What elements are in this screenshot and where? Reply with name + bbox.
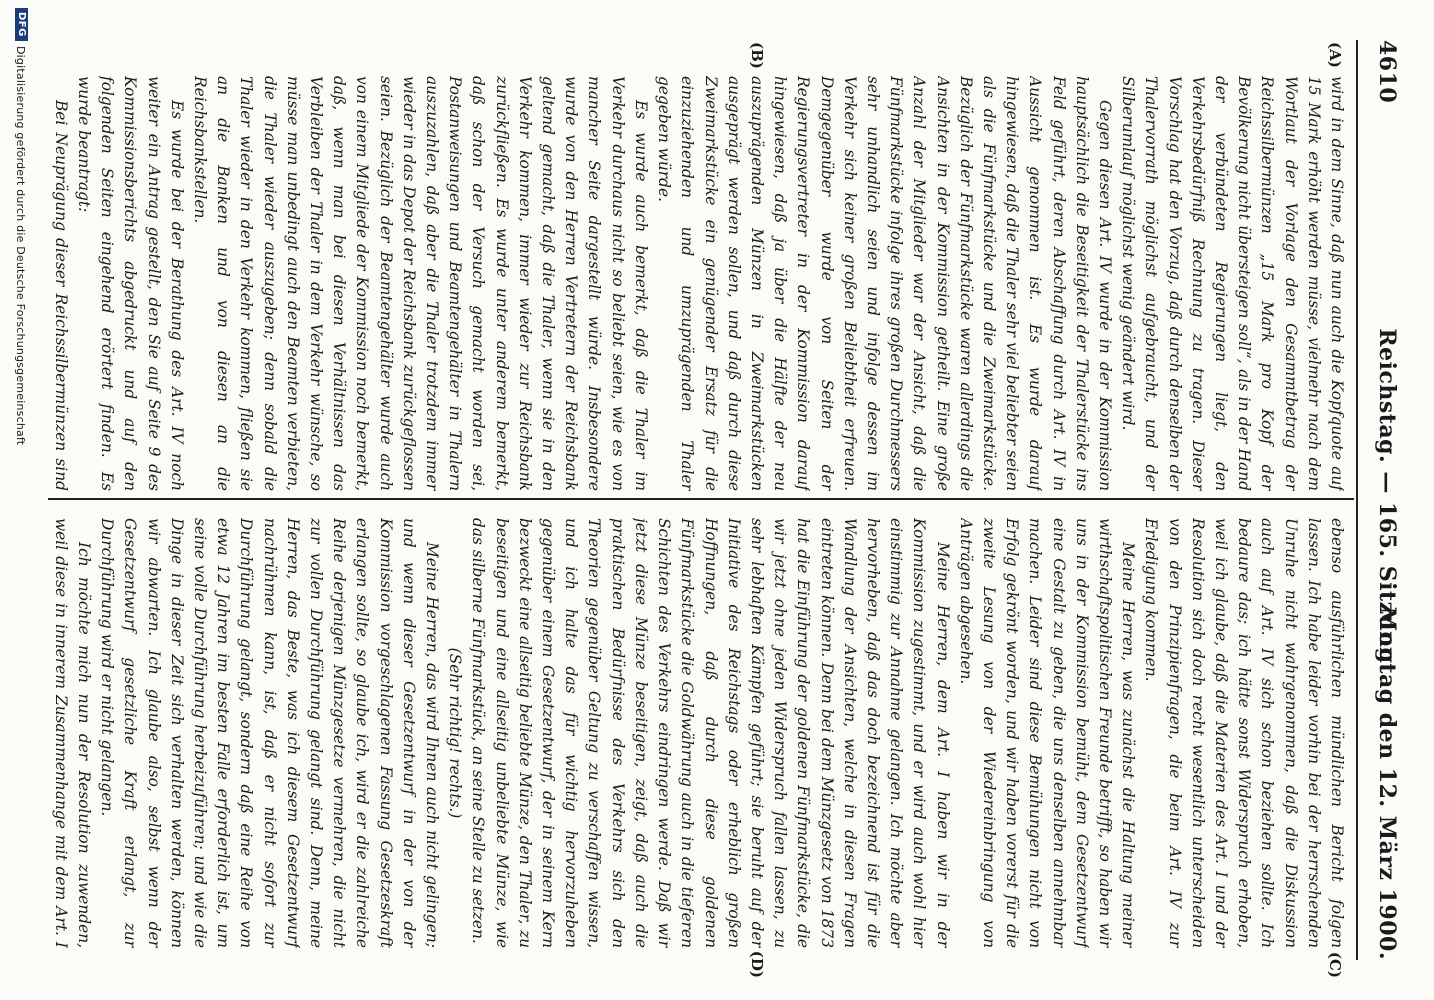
paragraph: ebenso ausführlichen mündlichen Bericht folgen lassen. Ich habe leider vorhin bei der herrschenden Unruhe nicht wahrgenommen, daß die Diskussion auch auf Art. IV sich schon beziehen sollte. Ich bedaure das; ich hätte sonst Widerspruch erhoben, weil ich glaube, daß die Materien des Art. I und der Resolution sich doch recht wesentlich unterscheiden von den Prinzipienfragen, die beim Art. IV zur Erledigung kommen. <box>1142 518 1346 948</box>
margin-marker-a: (A) <box>1326 42 1344 68</box>
paragraph: Gegen diesen Art. IV wurde in der Kommission hauptsächlich die Beseitigkeit der Thalerstücke ins Feld geführt, deren Abschaffung durch Art. IV in Aussicht genommen ist. Es wurde darauf hingewiesen, daß die Thaler sehr viel beliebter seien als die Fünfmarkstücke und die Zweimarkstücke. Bezüglich der Fünfmarkstücke waren allerdings die Ansichten in der Kommission getheilt. Eine große Anzahl der Mitglieder war der Ansicht, daß die Fünfmarkstücke infolge ihres großen Durchmessers sehr unhandlich seien und infolge dessen im Verkehr sich keiner großen Beliebtheit erfreuen. Demgegenüber wurde von Seiten der Regierungsvertreter in der Kommission darauf hingewiesen, daß ja über die Hälfte der neu auszuprägenden Münzen in Zweimarkstücken ausgeprägt werden sollen, und daß durch diese Zweimarkstücke ein genügender Ersatz für die einzuziehenden und umzuprägenden Thaler gegeben würde. <box>655 76 1114 491</box>
page-number: 4610 <box>1374 40 1400 104</box>
paragraph: Es wurde auch bemerkt, daß die Thaler im Verkehr durchaus nicht so beliebt seien, wie es von mancher Seite dargestellt würde. Insbesondere wurde von den Herren Vertretern der Reichsbank geltend gemacht, daß die Thaler, wenn sie in den Verkehr kommen, immer wieder zur Reichsbank zurückfließen. Es wurde unter anderem bemerkt, daß schon der Versuch gemacht worden sei, Postanweisungen und Beamtengehälter in Thalern auszuzahlen, daß aber die Thaler trotzdem immer wieder in das Depot der Reichsbank zurückgeflossen seien. Bezüglich der Beamtengehälter wurde auch von einem Mitgliede der Kommission noch bemerkt, daß, wenn man bei diesen Verhältnissen das Verbleiben der Thaler in dem Verkehr wünsche, so müsse man unbedingt auch den Beamten verbieten, die Thaler wieder auszugeben; denn sobald die Thaler wieder in den Verkehr kommen, fließen sie an die Banken und von diesen an die Reichsbankstellen. <box>191 76 650 491</box>
running-title: Reichstag. — 165. Sitzung. <box>1374 328 1400 672</box>
page-header <box>1366 40 1406 960</box>
page-footer <box>8 0 30 1000</box>
paragraph: Meine Herren, das wird Ihnen auch nicht gelingen; und wenn dieser Gesetzentwurf in der von der Kommission vorgeschlagenen Fassung Gesetzeskraft erlangen sollte, so glaube ich, wird er die zahlreiche Reihe derjenigen Münzgesetze vermehren, die nicht zur vollen Durchführung gelangt sind. Denn, meine Herren, das Beste, was ich diesem Gesetzentwurf nachrühmen kann, ist, daß er nicht sofort zur Durchführung gelangt, sondern daß eine Reihe von etwa 12 Jahren im besten Falle erforderlich ist, um seine volle Durchführung herbeizuführen; und wie die Dinge in dieser Zeit sich verhalten werden, können wir abwarten. Ich glaube also, selbst wenn der Gesetzentwurf gesetzliche Kraft erlangt, zur Durchführung wird er nicht gelangen. <box>98 518 442 948</box>
column-divider <box>48 498 1354 500</box>
margin-marker-b: (B) <box>748 42 766 69</box>
quoted-motion: Bei Neuprägung dieser Reichssilbermünzen sind <box>51 100 70 491</box>
paragraph: Es wurde bei der Berathung des Art. IV noch weiter ein Antrag gestellt, den Sie auf Seite 9 des Kommissionsberichts abgedruckt und auf den folgenden Seiten eingehend erörtert finden. Es wurde beantragt: <box>75 76 186 491</box>
right-column <box>48 518 1348 948</box>
paragraph: Meine Herren, dem Art. I haben wir in der Kommission zugestimmt, und er wird auch wohl hier einstimmig zur Annahme gelangen. Ich möchte aber hervorheben, daß das doch bezeichnend ist für die Wandlung der Ansichten, welche in diesen Fragen eintreten können. Denn bei dem Münzgesetz von 1873 hat die Einführung der goldenen Fünfmarkstücke, die wir jetzt ohne jeden Widerspruch fallen lassen, zu sehr lebhaften Kämpfen geführt; sie beruht auf der Initiative des Reichstags oder erheblich großen Hoffnungen, daß durch diese goldenen Fünfmarkstücke die Goldwährung auch in die tieferen Schichten des Verkehrs eindringen werde. Daß wir jetzt diese Münze beseitigen, zeigt, daß auch die praktischen Bedürfnisse des Verkehrs sich den Theorien gegenüber Geltung zu verschaffen wissen, und ich halte das für wichtig hervorzuheben gegenüber einem Gesetzentwurf, der in seinem Kern bezweckt eine allseitig beliebte Münze, den Thaler, zu beseitigen und eine allseitig unbeliebte Münze, wie das silberne Fünfmarkstück, an seine Stelle zu setzen. <box>469 518 952 948</box>
paragraph: Meine Herren, was zunächst die Haltung meiner wirthschaftspolitischen Freunde betrifft, so haben wir uns in der Kommission bemüht, dem Gesetzentwurf eine Gestalt zu geben, die uns denselben annehmbar machen. Leider sind diese Bemühungen nicht von Erfolg gekrönt worden, und wir haben vorerst für die zweite Lesung von der Wiedereinbringung von Anträgen abgesehen. <box>956 518 1138 948</box>
interjection: (Sehr richtig! rechts.) <box>446 647 465 819</box>
paragraph: Ich möchte mich nun der Resolution zuwenden, weil diese in innerem Zusammenhange mit dem Art. I <box>51 518 94 948</box>
left-column <box>48 76 1348 491</box>
margin-marker-d: (D) <box>748 950 766 978</box>
dfg-logo: DFG <box>15 8 28 41</box>
session-date: Montag den 12. März 1900. <box>1374 606 1400 960</box>
funding-note: Digitalisierung gefördert durch die Deutsche Forschungsgemeinschaft <box>14 46 27 446</box>
margin-marker-c: (C) <box>1326 951 1344 978</box>
header-rule <box>1356 40 1358 960</box>
paragraph: wird in dem Sinne, daß nun auch die Kopfquote auf 15 Mark erhöht werden müsse, vielmehr nach dem Wortlaut der Vorlage den Gesammtbetrag der Reichssilbermünzen „15 Mark pro Kopf der Bevölkerung nicht übersteigen soll“, als in der Hand der verbündeten Regierungen liegt, den Verkehrsbedürfniß Rechnung zu tragen. Dieser Vorschlag hat den Vorzug, daß durch denselben der Thalervorrath möglichst aufgebraucht, und der Silberumlauf möglichst wenig geändert wird. <box>1119 76 1346 491</box>
